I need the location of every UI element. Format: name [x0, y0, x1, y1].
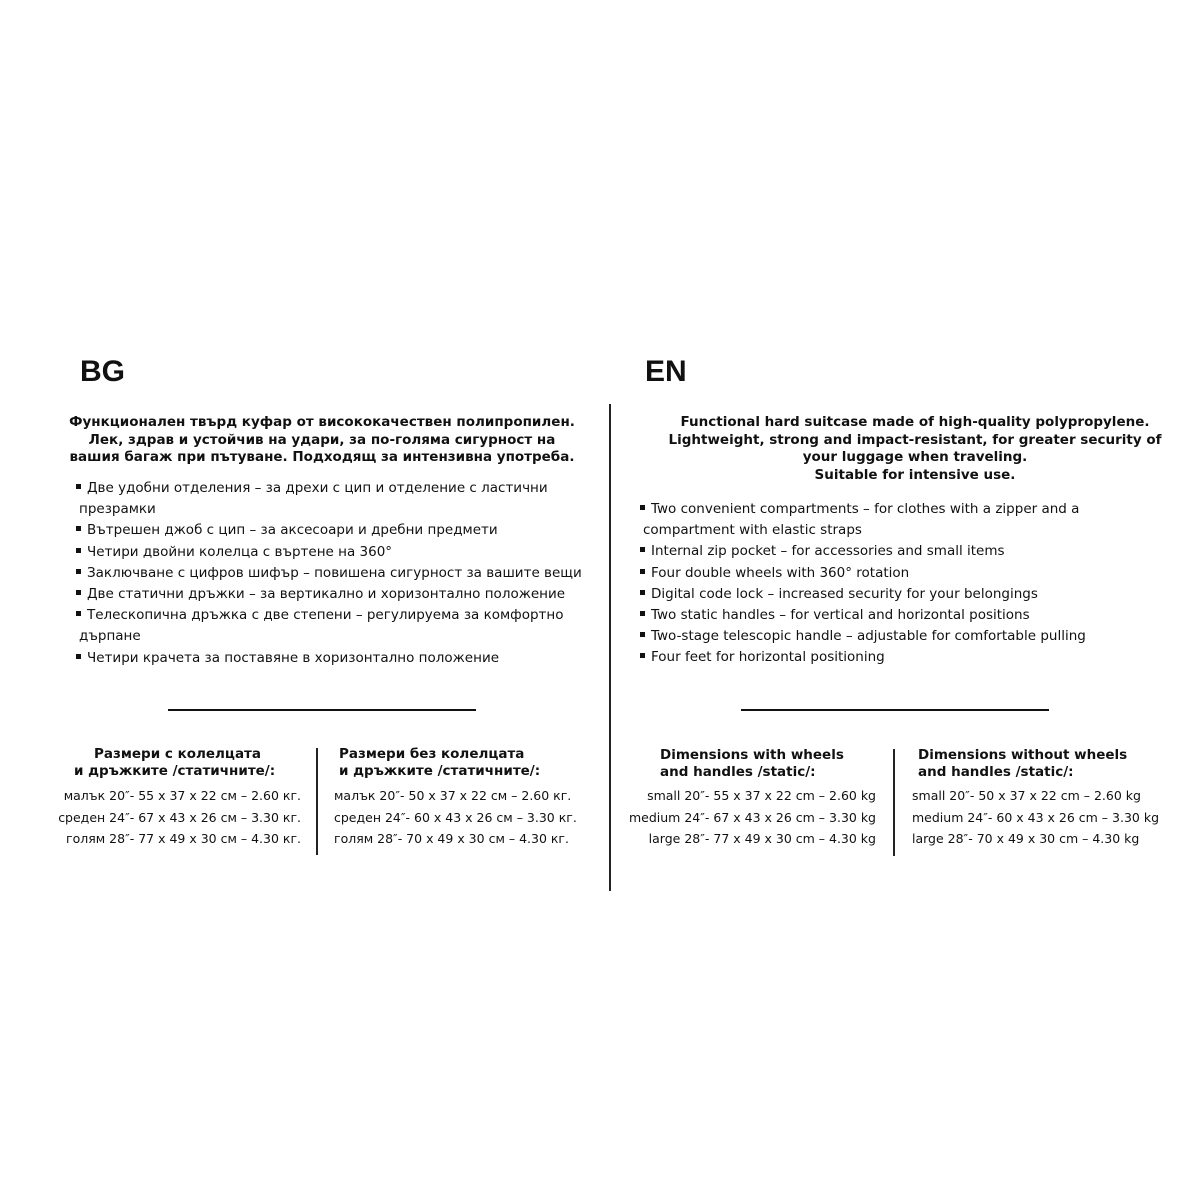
square-bullet-icon	[640, 569, 645, 574]
en-intro-line: Suitable for intensive use.	[814, 466, 1016, 483]
en-intro-line: your luggage when traveling.	[802, 449, 1028, 465]
en-intro-line: Functional hard suitcase made of high-quality polypropylene.	[680, 414, 1150, 430]
feature-text: Четири двойни колелца с въртене на 360°	[87, 543, 393, 560]
en-dims-without-title	[918, 747, 1127, 780]
dims-row: среден 24″- 60 x 43 x 26 см – 3.30 кг.	[334, 809, 577, 825]
en-dims-divider	[893, 749, 895, 856]
square-bullet-icon	[640, 590, 645, 595]
bg-heading: BG	[80, 355, 125, 388]
list-item	[76, 520, 596, 541]
square-bullet-icon	[640, 611, 645, 616]
feature-text-continued: презрамки	[79, 501, 156, 518]
en-intro	[630, 414, 1200, 484]
en-feature-list	[640, 499, 1180, 669]
bg-intro-line: вашия багаж при пътуване. Подходящ за интензивна употреба.	[69, 449, 575, 465]
en-heading: EN	[645, 355, 687, 388]
list-item	[640, 647, 1180, 668]
en-section-divider	[741, 709, 1049, 711]
bg-intro-line: Лек, здрав и устойчив на удари, за по-голяма сигурност на	[88, 431, 556, 448]
en-dims-without-list	[912, 785, 1159, 850]
dims-row: large 28″- 70 x 49 x 30 cm – 4.30 kg	[912, 831, 1140, 846]
bg-dims-with-list	[58, 785, 301, 850]
dims-title-line: and handles /static/:	[660, 763, 816, 780]
list-item	[76, 605, 596, 647]
feature-text: Four double wheels with 360° rotation	[651, 564, 910, 581]
list-item	[640, 541, 1180, 562]
dims-title-line: Dimensions with wheels	[660, 747, 844, 763]
feature-text: Вътрешен джоб с цип – за аксесоари и дребни предмети	[87, 522, 498, 539]
square-bullet-icon	[640, 505, 645, 510]
dims-title-line: Размери без колелцата	[339, 746, 525, 762]
dims-row: large 28″- 77 x 49 x 30 cm – 4.30 kg	[648, 831, 876, 846]
square-bullet-icon	[76, 590, 81, 595]
bg-dims-without-title	[339, 746, 540, 779]
feature-text: Две статични дръжки – за вертикално и хоризонтално положение	[87, 586, 566, 603]
dims-row: малък 20″- 55 x 37 x 22 см – 2.60 кг.	[63, 788, 301, 803]
dims-title-line: Dimensions without wheels	[918, 747, 1128, 763]
feature-text-continued: дърпане	[79, 628, 141, 645]
list-item	[640, 584, 1180, 605]
bg-intro-line: Функционален твърд куфар от висококачествен полипропилен.	[69, 414, 575, 430]
dims-row: голям 28″- 70 x 49 x 30 см – 4.30 кг.	[334, 831, 569, 846]
feature-text: Two-stage telescopic handle – adjustable for comfortable pulling	[651, 628, 1086, 645]
list-item	[640, 563, 1180, 584]
en-intro-line: Lightweight, strong and impact-resistant, for greater security of	[668, 431, 1162, 448]
dims-row: medium 24″- 67 x 43 x 26 cm – 3.30 kg	[628, 809, 876, 825]
feature-text: Заключване с цифров шифър – повишена сигурност за вашите вещи	[87, 564, 582, 581]
bg-feature-list	[76, 478, 596, 669]
feature-text-continued: compartment with elastic straps	[643, 522, 862, 539]
dims-title-line: и дръжките /статичните/:	[74, 762, 276, 779]
feature-text: Two convenient compartments – for clothes with a zipper and a	[651, 501, 1080, 517]
bg-dims-with-title	[74, 746, 275, 779]
dims-row: среден 24″- 67 x 43 x 26 см – 3.30 кг.	[58, 809, 301, 825]
bg-section-divider	[168, 709, 476, 711]
list-item	[76, 478, 596, 520]
list-item	[76, 542, 596, 563]
dims-title-line: and handles /static/:	[918, 763, 1074, 780]
dims-row: medium 24″- 60 x 43 x 26 cm – 3.30 kg	[912, 809, 1160, 825]
feature-text: Телескопична дръжка с две степени – регулируема за комфортно	[87, 607, 564, 624]
feature-text: Four feet for horizontal positioning	[651, 649, 885, 666]
square-bullet-icon	[640, 547, 645, 552]
square-bullet-icon	[76, 484, 81, 489]
dims-title-line: и дръжките /статичните/:	[339, 762, 541, 779]
dims-title-line: Размери с колелцата	[94, 746, 261, 762]
feature-text: Две удобни отделения – за дрехи с цип и отделение с ластични	[87, 480, 548, 496]
square-bullet-icon	[640, 653, 645, 658]
list-item	[76, 584, 596, 605]
square-bullet-icon	[76, 526, 81, 531]
list-item	[640, 605, 1180, 626]
en-dims-with-list	[629, 785, 876, 850]
dims-row: small 20″- 50 x 37 x 22 cm – 2.60 kg	[912, 788, 1141, 803]
square-bullet-icon	[76, 611, 81, 616]
square-bullet-icon	[76, 569, 81, 574]
list-item	[640, 626, 1180, 647]
feature-text: Internal zip pocket – for accessories and small items	[651, 543, 1005, 560]
feature-text: Two static handles – for vertical and horizontal positions	[651, 607, 1030, 624]
feature-text: Четири крачета за поставяне в хоризонтално положение	[87, 649, 500, 666]
dims-row: малък 20″- 50 x 37 x 22 см – 2.60 кг.	[334, 788, 572, 803]
square-bullet-icon	[76, 548, 81, 553]
square-bullet-icon	[76, 654, 81, 659]
bg-dims-divider	[316, 748, 318, 855]
en-dims-with-title	[660, 747, 844, 780]
bg-intro	[40, 414, 604, 467]
feature-text: Digital code lock – increased security for your belongings	[651, 585, 1038, 602]
center-column-divider	[609, 404, 611, 891]
list-item	[76, 563, 596, 584]
list-item	[640, 499, 1180, 541]
dims-row: small 20″- 55 x 37 x 22 cm – 2.60 kg	[647, 788, 876, 803]
square-bullet-icon	[640, 632, 645, 637]
dims-row: голям 28″- 77 x 49 x 30 см – 4.30 кг.	[66, 831, 301, 846]
list-item	[76, 648, 596, 669]
bg-dims-without-list	[334, 785, 577, 850]
